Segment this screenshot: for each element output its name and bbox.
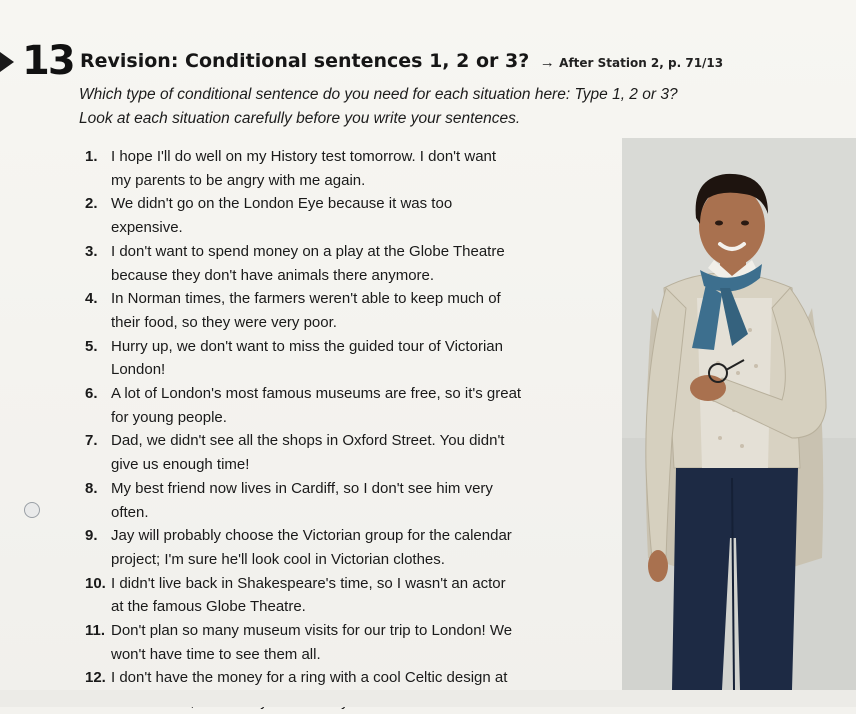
arrow-right-icon: → bbox=[539, 54, 555, 71]
item-text: I don't want to spend money on a play at the Globe Theatre bbox=[111, 242, 505, 260]
item-number: 6. bbox=[85, 385, 98, 403]
item-text: I didn't live back in Shakespeare's time, so I wasn't an actor bbox=[111, 574, 506, 592]
item-text: London! bbox=[111, 361, 166, 379]
item-text: give us enough time! bbox=[111, 456, 250, 474]
item-text: In Norman times, the farmers weren't able to keep much of bbox=[111, 290, 501, 308]
item-text: my parents to be angry with me again. bbox=[111, 171, 366, 189]
situation-item-10 bbox=[85, 572, 610, 619]
item-text: Hurry up, we don't want to miss the guided tour of Victorian bbox=[111, 337, 503, 355]
situation-item-3 bbox=[85, 240, 610, 287]
situation-item-6 bbox=[85, 382, 610, 429]
binder-hole-icon bbox=[24, 502, 40, 518]
item-text: We didn't go on the London Eye because it was too bbox=[111, 195, 453, 213]
item-text: because they don't have animals there anymore. bbox=[111, 266, 435, 284]
item-number: 2. bbox=[85, 195, 98, 213]
item-text: their food, so they were very poor. bbox=[111, 313, 337, 331]
item-text: for young people. bbox=[111, 408, 227, 426]
situation-item-9 bbox=[85, 524, 610, 571]
item-number: 7. bbox=[85, 432, 98, 450]
victorian-boy-illustration bbox=[622, 138, 856, 690]
item-text: Don't plan so many museum visits for our trip to London! We bbox=[111, 622, 513, 640]
situation-item-4 bbox=[85, 287, 610, 334]
item-text: expensive. bbox=[111, 219, 183, 237]
item-text: Jay will probably choose the Victorian group for the calendar bbox=[111, 527, 512, 545]
situation-item-1 bbox=[85, 145, 610, 192]
item-text: project; I'm sure he'll look cool in Victorian clothes. bbox=[111, 550, 445, 568]
situation-item-8 bbox=[85, 477, 610, 524]
page-bottom-edge bbox=[0, 690, 856, 707]
item-number: 12. bbox=[85, 669, 106, 687]
cross-reference: After Station 2, p. 71/13 bbox=[559, 56, 724, 70]
exercise-header bbox=[80, 50, 723, 72]
situation-item-5 bbox=[85, 335, 610, 382]
item-number: 3. bbox=[85, 242, 98, 260]
item-number: 1. bbox=[85, 148, 98, 165]
item-number: 11. bbox=[85, 622, 106, 640]
item-text: I don't have the money for a ring with a cool Celtic design at bbox=[111, 669, 508, 687]
item-number: 9. bbox=[85, 527, 98, 545]
item-text: often. bbox=[111, 503, 149, 521]
item-text: My best friend now lives in Cardiff, so I don't see him very bbox=[111, 479, 493, 497]
instruction-line-2: Look at each situation carefully before you write your sentences. bbox=[79, 110, 521, 127]
victorian-boy-photo bbox=[622, 138, 856, 690]
item-text: won't have time to see them all. bbox=[111, 645, 321, 663]
item-text: A lot of London's most famous museums are free, so it's great bbox=[111, 385, 522, 403]
item-number: 4. bbox=[85, 290, 98, 308]
situation-list bbox=[85, 145, 610, 714]
situation-item-2 bbox=[85, 192, 610, 239]
instruction-line-1: Which type of conditional sentence do you need for each situation here: Type 1, 2 or 3? bbox=[79, 86, 678, 103]
exercise-title: Revision: Conditional sentences 1, 2 or 3? bbox=[80, 50, 530, 72]
situation-item-7 bbox=[85, 429, 610, 476]
item-number: 5. bbox=[85, 337, 98, 355]
exercise-marker-triangle bbox=[0, 52, 14, 72]
item-number: 8. bbox=[85, 479, 98, 497]
item-number: 10. bbox=[85, 574, 106, 592]
item-text: Dad, we didn't see all the shops in Oxford Street. You didn't bbox=[111, 432, 505, 450]
item-text: at the famous Globe Theatre. bbox=[111, 598, 306, 616]
situation-item-11 bbox=[85, 619, 610, 666]
exercise-number: 13 bbox=[22, 38, 74, 84]
item-text: I hope I'll do well on my History test tomorrow. I don't want bbox=[111, 148, 497, 165]
